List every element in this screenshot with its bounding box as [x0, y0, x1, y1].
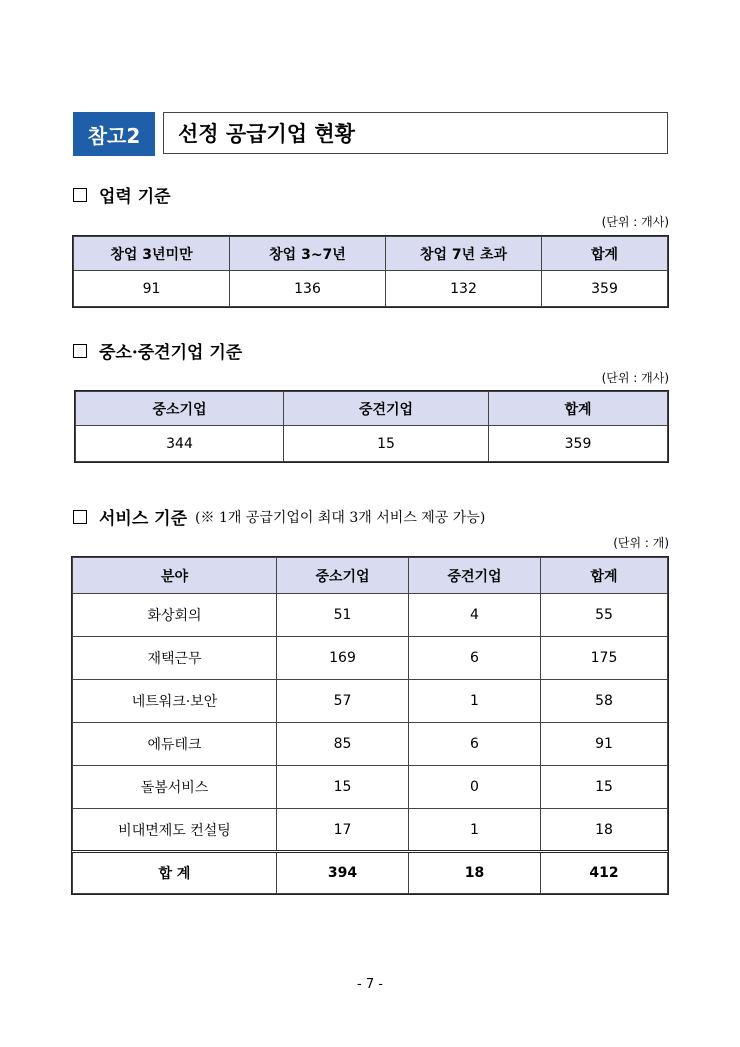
header-cell: 분야	[73, 558, 277, 594]
total-cell: 412	[541, 852, 668, 894]
table-cell: 6	[409, 723, 541, 766]
page-number: - 7 -	[357, 977, 383, 992]
table-cell: 6	[409, 637, 541, 680]
header-cell: 창업 3년미만	[74, 237, 230, 271]
table-cell: 1	[409, 809, 541, 852]
table-cell: 55	[541, 594, 668, 637]
header-cell: 창업 7년 초과	[386, 237, 542, 271]
table-cell: 17	[277, 809, 409, 852]
table-cell: 화상회의	[73, 594, 277, 637]
table-cell: 175	[541, 637, 668, 680]
service-note: (※ 1개 공급기업이 최대 3개 서비스 제공 가능)	[195, 509, 486, 526]
table-cell: 18	[541, 809, 668, 852]
header-cell: 합계	[542, 237, 668, 271]
total-cell: 18	[409, 852, 541, 894]
checkbox-square-icon	[73, 510, 87, 524]
header-cell: 창업 3~7년	[230, 237, 386, 271]
table-cell: 0	[409, 766, 541, 809]
table-cell: 15	[284, 426, 489, 462]
table-cell: 91	[541, 723, 668, 766]
years-table	[73, 236, 668, 307]
total-label: 합 계	[73, 852, 277, 894]
table-row	[73, 723, 668, 766]
table-cell: 136	[230, 271, 386, 307]
table-row	[73, 637, 668, 680]
section-heading-size: 중소·중견기업 기준	[73, 338, 242, 363]
table-header-row	[73, 558, 668, 594]
total-row	[73, 852, 668, 894]
table-cell: 15	[541, 766, 668, 809]
size-table	[75, 391, 668, 462]
service-table	[72, 557, 668, 894]
table-row	[73, 809, 668, 852]
table-cell: 15	[277, 766, 409, 809]
page-title-block	[73, 112, 668, 156]
table-header-row	[76, 392, 668, 426]
table-cell: 네트워크·보안	[73, 680, 277, 723]
table-cell: 58	[541, 680, 668, 723]
table-row	[76, 426, 668, 462]
header-cell: 중소기업	[76, 392, 284, 426]
table-cell: 비대면제도 컨설팅	[73, 809, 277, 852]
table-cell: 57	[277, 680, 409, 723]
unit-label: (단위 : 개사)	[601, 215, 669, 229]
table-cell: 132	[386, 271, 542, 307]
table-row	[73, 594, 668, 637]
table-cell: 169	[277, 637, 409, 680]
header-cell: 중견기업	[409, 558, 541, 594]
table-cell: 에듀테크	[73, 723, 277, 766]
page-title: 선정 공급기업 현황	[163, 112, 668, 154]
table-cell: 91	[74, 271, 230, 307]
table-header-row	[74, 237, 668, 271]
table-cell: 344	[76, 426, 284, 462]
table-cell: 재택근무	[73, 637, 277, 680]
section-heading-service: 서비스 기준 (※ 1개 공급기업이 최대 3개 서비스 제공 가능)	[73, 504, 485, 529]
unit-label: (단위 : 개사)	[601, 371, 669, 385]
table-cell: 돌봄서비스	[73, 766, 277, 809]
header-cell: 중견기업	[284, 392, 489, 426]
header-cell: 합계	[489, 392, 668, 426]
unit-label: (단위 : 개)	[613, 536, 669, 550]
checkbox-square-icon	[73, 344, 87, 358]
table-cell: 359	[542, 271, 668, 307]
table-row	[74, 271, 668, 307]
reference-tag: 참고2	[73, 112, 155, 156]
table-row	[73, 680, 668, 723]
table-cell: 359	[489, 426, 668, 462]
header-cell: 합계	[541, 558, 668, 594]
section-heading-years: 업력 기준	[73, 182, 171, 207]
header-cell: 중소기업	[277, 558, 409, 594]
table-cell: 51	[277, 594, 409, 637]
table-cell: 4	[409, 594, 541, 637]
total-cell: 394	[277, 852, 409, 894]
table-cell: 85	[277, 723, 409, 766]
table-cell: 1	[409, 680, 541, 723]
checkbox-square-icon	[73, 188, 87, 202]
table-row	[73, 766, 668, 809]
